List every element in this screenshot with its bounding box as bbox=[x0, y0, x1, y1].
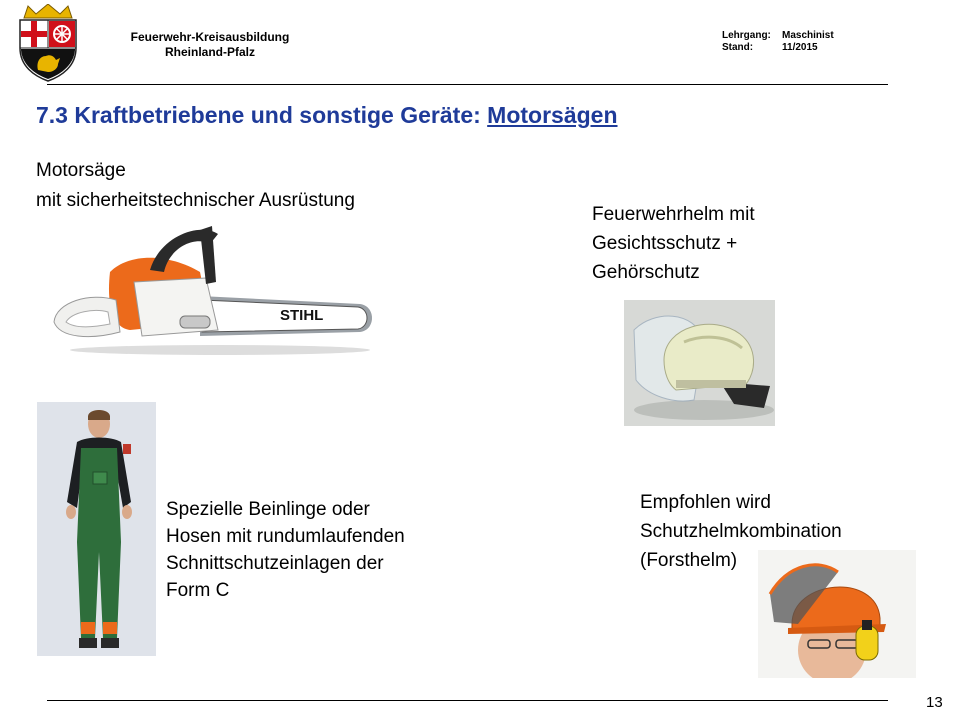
page-number: 13 bbox=[926, 694, 943, 711]
chainsaw-text bbox=[36, 158, 355, 213]
slide-title bbox=[36, 102, 618, 129]
protective-trousers-image bbox=[37, 402, 156, 656]
forest-helmet-text-line-1: Empfohlen wird bbox=[640, 492, 771, 513]
date-value: 11/2015 bbox=[782, 42, 818, 53]
organization-name bbox=[120, 30, 300, 60]
coat-of-arms-logo bbox=[14, 4, 82, 82]
helmet-text-line-3: Gehörschutz bbox=[592, 262, 700, 283]
trousers-text bbox=[166, 496, 405, 604]
course-value: Maschinist bbox=[782, 30, 834, 41]
chainsaw-text-line-2: mit sicherheitstechnischer Ausrüstung bbox=[36, 190, 355, 211]
course-label: Lehrgang: bbox=[722, 30, 771, 41]
fire-helmet-image bbox=[624, 300, 775, 426]
footer-divider bbox=[47, 700, 888, 701]
helmet-text-line-2: Gesichtsschutz + bbox=[592, 233, 738, 254]
helmet-text-line-1: Feuerwehrhelm mit bbox=[592, 204, 755, 225]
trousers-text-line-2: Hosen mit rundumlaufenden bbox=[166, 526, 405, 547]
course-meta bbox=[722, 30, 834, 54]
forest-helmet-text-line-2: Schutzhelmkombination bbox=[640, 521, 842, 542]
org-line-2: Rheinland-Pfalz bbox=[164, 45, 255, 59]
chainsaw-text-line-1: Motorsäge bbox=[36, 160, 126, 181]
trousers-text-line-1: Spezielle Beinlinge oder bbox=[166, 499, 370, 520]
trousers-text-line-4: Form C bbox=[166, 580, 230, 601]
saw-brand-label: STIHL bbox=[280, 307, 324, 324]
org-line-1: Feuerwehr-Kreisausbildung bbox=[130, 30, 290, 44]
forest-helmet-image bbox=[758, 550, 916, 678]
helmet-text bbox=[592, 200, 755, 287]
chainsaw-image bbox=[50, 212, 380, 357]
title-link[interactable]: Motorsägen bbox=[487, 102, 618, 128]
trousers-text-line-3: Schnittschutzeinlagen der bbox=[166, 553, 384, 574]
title-prefix: 7.3 Kraftbetriebene und sonstige Geräte: bbox=[36, 102, 488, 128]
date-label: Stand: bbox=[722, 42, 754, 53]
header-divider bbox=[47, 84, 888, 85]
forest-helmet-text-line-3: (Forsthelm) bbox=[640, 550, 738, 571]
